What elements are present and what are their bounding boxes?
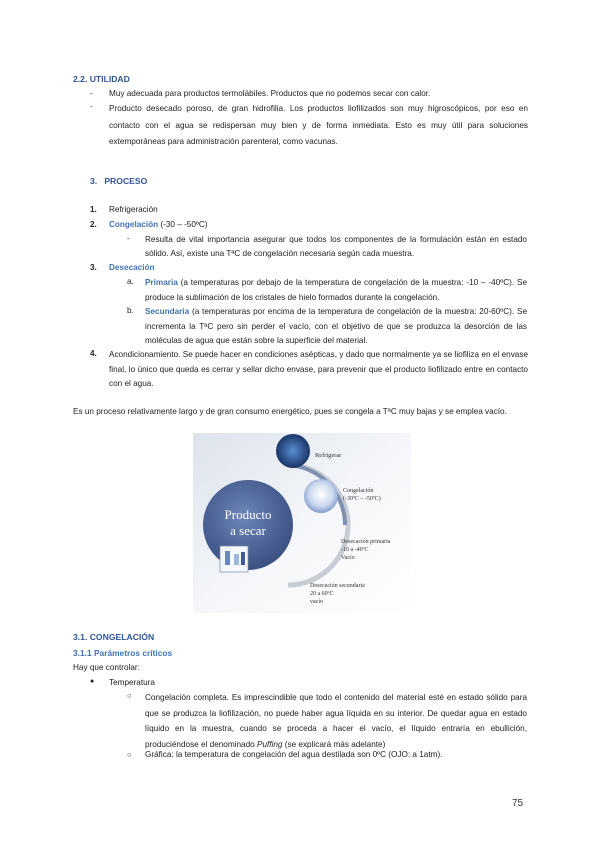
vial-icon: [220, 546, 248, 572]
diagram-primaria-1: Desecación primaria: [341, 539, 391, 545]
list-item: - Muy adecuada para productos termolábiles. Productos que no podemos secar con calor.: [90, 89, 431, 98]
criterion-grafica: ○ Gráfica: la temperatura de congelación del agua destilada son 0ºC (OJO: a 1atm).: [127, 750, 443, 759]
process-paragraph: Es un proceso relativamente largo y de gran consumo energético, pues se congela a TªC muy bajas y se emplea vacío.: [73, 407, 507, 416]
page-number: 75: [512, 798, 524, 809]
subsection-heading: 3.1.1 Parámetros críticos: [73, 648, 173, 658]
diagram-center-line2: a secar: [230, 523, 266, 538]
diagram-primaria-3: Vacío: [341, 555, 355, 561]
process-step-3b: b. Secundaria (a temperaturas por encima de la temperatura de congelación de la muestra: 20-60ºC). Se incrementa la TªC pero sin perder el vacío, con el objetivo de que se produzca la desorción de las moléculas de agua que están sobre la superficie del material.: [127, 306, 527, 345]
diagram-congelacion-2: (-30ºC – -50ºC): [343, 496, 381, 502]
process-step-4: 4. Acondicionamiento. Se puede hacer en condiciones asépticas, y dado que normalmente ya se liofiliza en el envase final, lo único que queda es cerrar y sellar dicho envase, para prevenir que el producto liofilizado entre en contacto con el agua.: [90, 349, 528, 388]
diagram-refrigerar: Refrigerar: [315, 452, 342, 459]
criterion-congelacion-completa: ○ Congelación completa. Es imprescindible que todo el contenido del material esté en estado sólido para que se produzca la liofilización, no puede haber agua líquida en su interior. De quedar agua en estado líquido en la muestra, cuando se proceda a hacer el vacío, el líquido entraría en ebullición, produciéndose el denominado Puffing (se explicará más adelante): [127, 691, 528, 749]
process-step-3a: a. Primaria (a temperaturas por debajo de la temperatura de congelación de la muestra: -10 – -40ºC). Se produce la sublimación de los cristales de hielo formados durante la congelación.: [127, 277, 527, 302]
refrigerator-icon: [276, 434, 310, 468]
diagram-secundaria-3: vacío: [310, 599, 323, 605]
list-item: - Producto desecado poroso, de gran hidrofilia. Los productos liofilizados son muy higroscópicos, por eso en contacto con el agua se redispersan muy bien y de forma inmediata. Esto es muy útil para soluciones extemporáneas para administración parenteral, como vacunas.: [90, 102, 528, 146]
diagram-secundaria-2: 20 a 60ºC: [310, 591, 334, 597]
diagram-primaria-2: -10 a -40ºC: [341, 547, 369, 553]
process-step-1: 1. Refrigeración: [90, 205, 158, 214]
process-step-2: 2. Congelación (-30 – -50ºC): [90, 220, 208, 229]
section-heading-utilidad: 2.2. UTILIDAD: [73, 74, 130, 84]
diagram-congelacion-1: Congelación: [343, 488, 374, 494]
diagram-secundaria-1: Desecación secundaria: [310, 583, 365, 589]
intro-text: Hay que controlar:: [73, 663, 140, 672]
diagram-center-line1: Producto: [224, 507, 272, 522]
freezing-icon: [304, 479, 338, 513]
process-step-3: 3. Desecación: [90, 263, 155, 272]
process-step-2-detail: - Resulta de vital importancia asegurar que todos los componentes de la formulación están en estado sólido. Así, existe una TªC de congelación necesaria según cada muestra.: [127, 234, 527, 258]
section-heading-congelacion: 3.1. CONGELACIÓN: [73, 632, 155, 642]
section-heading-proceso: 3. PROCESO: [90, 176, 148, 186]
process-diagram: [193, 433, 411, 613]
bullet-temperatura: ● Temperatura: [90, 678, 155, 687]
